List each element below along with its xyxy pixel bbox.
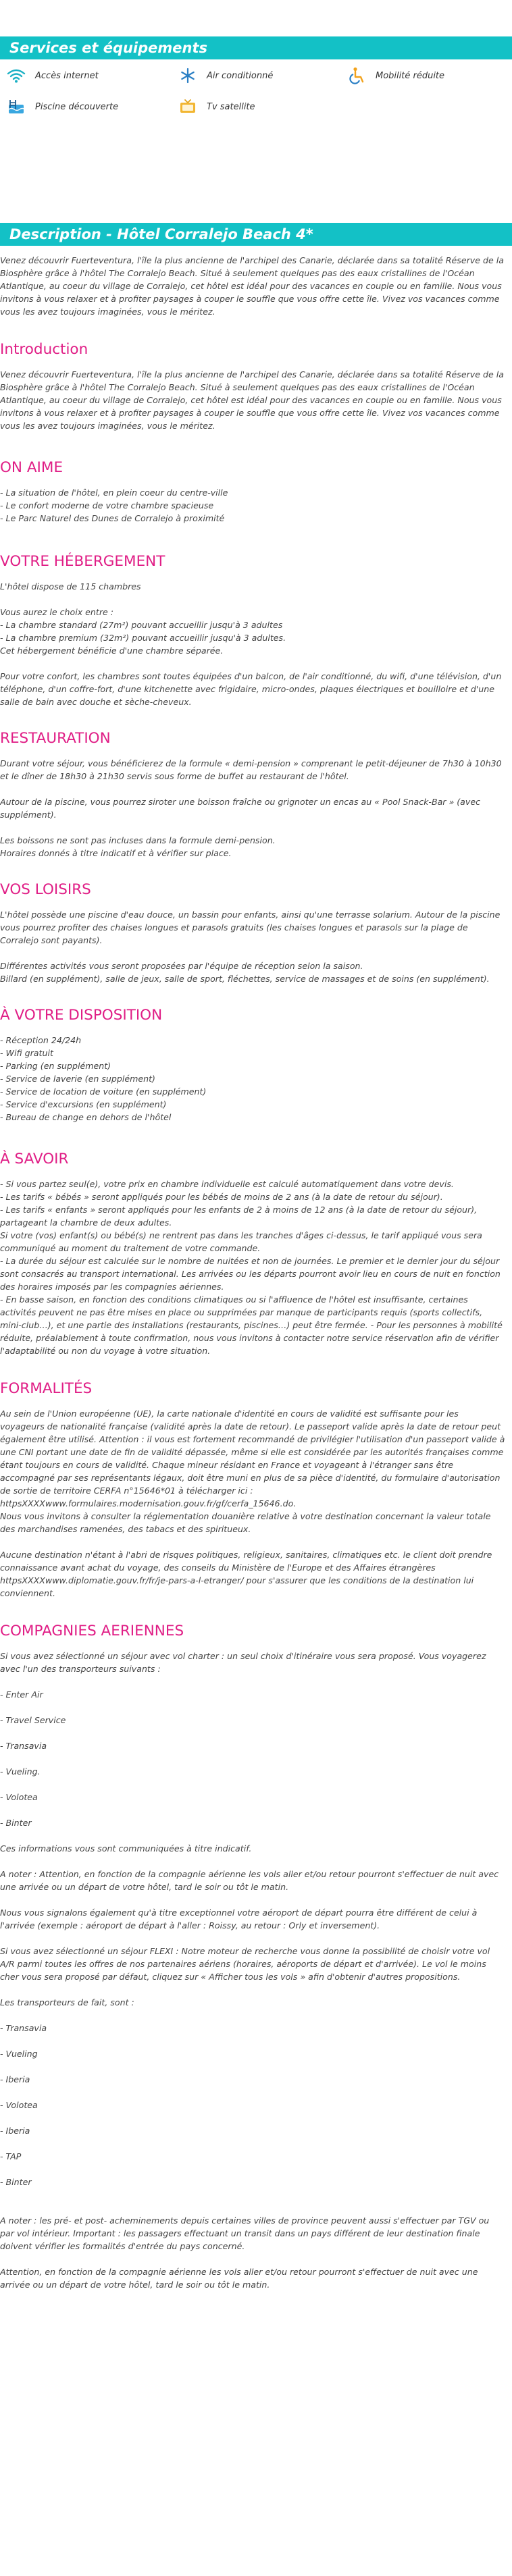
service-item-aircon [178,68,273,84]
section-heading-on-aime: ON AIME [0,459,63,476]
tv-icon [178,99,197,115]
section-heading-restauration: RESTAURATION [0,730,111,747]
section-text-introduction: Venez découvrir Fuerteventura, l'île la plus ancienne de l'archipel des Canarie, déclarée dans sa totalité Réserve de la Biosphère grâce à l'hôtel The Corralejo Beach. Situé à seulement quelques pas des eaux cristallines de l'Océan Atlantique, au coeur du village de Corralejo, cet hôtel est idéal pour des vacances en couple ou en famille. Nous vous invitons à vous relaxer et à profiter paysages à couper le souffle que vous offre cette île. Vivez vos vacances comme vous les avez toujours imaginées, vous le méritez. [0,369,504,431]
service-item-pool [7,99,118,115]
wifi-icon [7,68,26,84]
service-label: Piscine découverte [35,101,119,112]
section-heading-loisirs: VOS LOISIRS [0,881,91,898]
section-heading-hebergement: VOTRE HÉBERGEMENT [0,553,165,570]
section-text-on-aime: - La situation de l'hôtel, en plein coeur du centre-ville - Le confort moderne de votre chambre spacieuse - Le Parc Naturel des Dunes de Corralejo à proximité [0,488,228,523]
section-heading-a-savoir: À SAVOIR [0,1151,69,1167]
section-heading-introduction: Introduction [0,341,88,358]
section-text-formalites: Au sein de l'Union européenne (UE), la carte nationale d'identité en cours de validité est suffisante pour les voyageurs de nationalité française (validité après la date de retour). Le passeport valide après la date de retour peut également être utilisé. Attention : il vous est fortement recommandé de privilégier l'utilisation d'un passeport valide à une CNI portant une date de fin de validité dépassée, même si elle est considérée par les autorités françaises comme étant toujours en cours de validité. Chaque mineur résidant en France et voyageant à l'étranger sans être accompagné par ses représentants légaux, doit être muni en plus de sa pièce d'identité, du formulaire d'autorisation de sortie de territoire CERFA n°15646*01 à télécharger ici : httpsXXXXwww.formulaires.modernisation.gouv.fr/gf/cerfa_15646.do. Nous vous invitons à consulter la réglementation douanière relative à votre destination concernant la valeur totale des marchandises ramenées, des tabacs et des spiritueux. Aucune destination n'étant à l'abri de risques politiques, religieux, sanitaires, climatiques etc. le client doit prendre connaissance avant achat du voyage, des conseils du Ministère de l'Europe et des Affaires étrangères httpsXXXXwww.diplomatie.gouv.fr/fr/je-pars-a-l-etranger/ pour s'assurer que les conditions de la destination lui conviennent. [0,1409,505,1598]
service-label: Mobilité réduite [376,70,445,81]
section-text-loisirs: L'hôtel possède une piscine d'eau douce, un bassin pour enfants, ainsi qu'une terrasse solarium. Autour de la piscine vous pourrez profiter des chaises longues et parasols gratuits (les chaises longues et parasols sur la plage de Corralejo sont payants). Différentes activités vous seront proposées par l'équipe de réception selon la saison. Billard (en supplément), salle de jeux, salle de sport, fléchettes, service de massages et de soins (en supplément). [0,910,501,984]
section-heading-formalites: FORMALITÉS [0,1380,93,1397]
section-text-restauration: Durant votre séjour, vous bénéficierez de la formule « demi-pension » comprenant le petit-déjeuner de 7h30 à 10h30 et le dîner de 18h30 à 21h30 servis sous forme de buffet au restaurant de l'hôtel. Autour de la piscine, vous pourrez siroter une boisson fraîche ou grignoter un encas au « Pool Snack-Bar » (avec supplément). Les boissons ne sont pas incluses dans la formule demi-pension. Horaires donnés à titre indicatif et à vérifier sur place. [0,758,502,858]
pool-icon [7,99,26,115]
service-label: Tv satellite [207,101,255,112]
section-heading-disposition: À VOTRE DISPOSITION [0,1007,163,1024]
service-item-tv [178,99,255,115]
services-list [0,59,512,134]
service-item-internet [7,68,99,84]
section-text-a-savoir: - Si vous partez seul(e), votre prix en chambre individuelle est calculé automatiquement dans votre devis. - Les tarifs « bébés » seront appliqués pour les bébés de moins de 2 ans (à la date de retour du séjour). - Les tarifs « enfants » seront appliqués pour les enfants de 2 à moins de 12 ans (à la date de retour du séjour), partageant la chambre de deux adultes. Si votre (vos) enfant(s) ou bébé(s) ne rentrent pas dans les tranches d'âges ci-dessus, le tarif appliqué vous sera communiqué au moment du traitement de votre commande. - La durée du séjour est calculée sur le nombre de nuitées et non de journées. Le premier et le dernier jour du séjour sont consacrés au transport international. Les arrivées ou les départs pourront avoir lieu en cours de nuit en fonction des horaires imposés par les compagnies aériennes. - En basse saison, en fonction des conditions climatiques ou si l'affluence de l'hôtel est insuffisante, certaines activités peuvent ne pas être mises en place ou supprimées par manque de participants requis (sports collectifs, mini-club…), et une partie des installations (restaurants, piscines…) peut être fermée. - Pour les personnes à mobilité réduite, préalablement à toute confirmation, nous vous invitons à contacter notre service réservation afin de vérifier l'adaptabilité ou non du voyage à votre situation. [0,1179,503,1356]
description-body [0,254,512,2291]
section-text-disposition: - Réception 24/24h - Wifi gratuit - Parking (en supplément) - Service de laverie (en supplément) - Service de location de voiture (en supplément) - Service d'excursions (en supplément) - Bureau de change en dehors de l'hôtel [0,1035,207,1122]
section-text-hebergement: L'hôtel dispose de 115 chambres Vous aurez le choix entre : - La chambre standard (27m²) pouvant accueillir jusqu'à 3 adultes - La chambre premium (32m²) pouvant accueillir jusqu'à 3 adultes. Cet hébergement bénéficie d'une chambre séparée. Pour votre confort, les chambres sont toutes équipées d'un balcon, de l'air conditionné, du wifi, d'une télévision, d'un téléphone, d'un coffre-fort, d'une kitchenette avec frigidaire, micro-ondes, plaques électriques et bouilloire et d'une salle de bain avec douche et sèche-cheveux. [0,581,502,707]
service-item-mobility [347,68,444,84]
section-text-compagnies: Si vous avez sélectionné un séjour avec vol charter : un seul choix d'itinéraire vous sera proposé. Vous voyagerez avec l'un des transporteurs suivants : - Enter Air - Travel Service - Transavia - Vueling. - Volotea - Binter Ces informations vous sont communiquées à titre indicatif. A noter : Attention, en fonction de la compagnie aérienne les vols aller et/ou retour pourront s'effectuer de nuit avec une arrivée ou un départ de votre hôtel, tard le soir ou tôt le matin. Nous vous signalons également qu'à titre exceptionnel votre aéroport de départ pourra être différent de celui à l'arrivée (exemple : aéroport de départ à l'aller : Roissy, au retour : Orly et inversement). Si vous avez sélectionné un séjour FLEXI : Notre moteur de recherche vous donne la possibilité de choisir votre vol A/R parmi toutes les offres de nos partenaires aériens (horaires, aéroports de départ et d'arrivée). Le vol le moins cher vous sera proposé par défaut, cliquez sur « Afficher tous les vols » afin d'obtenir d'autres propositions. Les transporteurs de fait, sont : - Transavia - Vueling - Iberia - Volotea - Iberia - TAP - Binter A noter : les pré- et post- acheminements depuis certaines villes de province peuvent aussi s'effectuer par TGV ou par vol intérieur. Important : les passagers effectuant un transit dans un pays différent de leur destination finale doivent vérifier les formalités d'entrée du pays concerné. Attention, en fonction de la compagnie aérienne les vols aller et/ou retour pourront s'effectuer de nuit avec une arrivée ou un départ de votre hôtel, tard le soir ou tôt le matin. [0,1651,499,2290]
service-label: Air conditionné [207,70,274,81]
services-header: Services et équipements [0,36,512,59]
service-label: Accès internet [35,70,99,81]
description-intro: Venez découvrir Fuerteventura, l'île la plus ancienne de l'archipel des Canarie, déclarée dans sa totalité Réserve de la Biosphère grâce à l'hôtel The Corralejo Beach. Situé à seulement quelques pas des eaux cristallines de l'Océan Atlantique, au coeur du village de Corralejo, cet hôtel est idéal pour des vacances en couple ou en famille. Nous vous invitons à vous relaxer et à profiter paysages à couper le souffle que vous offre cette île. Vivez vos vacances comme vous les avez toujours imaginées, vous le méritez. [0,255,504,317]
snowflake-icon [178,68,197,84]
hotel-page [0,36,512,2291]
wheelchair-icon [347,68,366,84]
section-heading-compagnies: COMPAGNIES AERIENNES [0,1623,184,1639]
description-header: Description - Hôtel Corralejo Beach 4* [0,223,512,246]
